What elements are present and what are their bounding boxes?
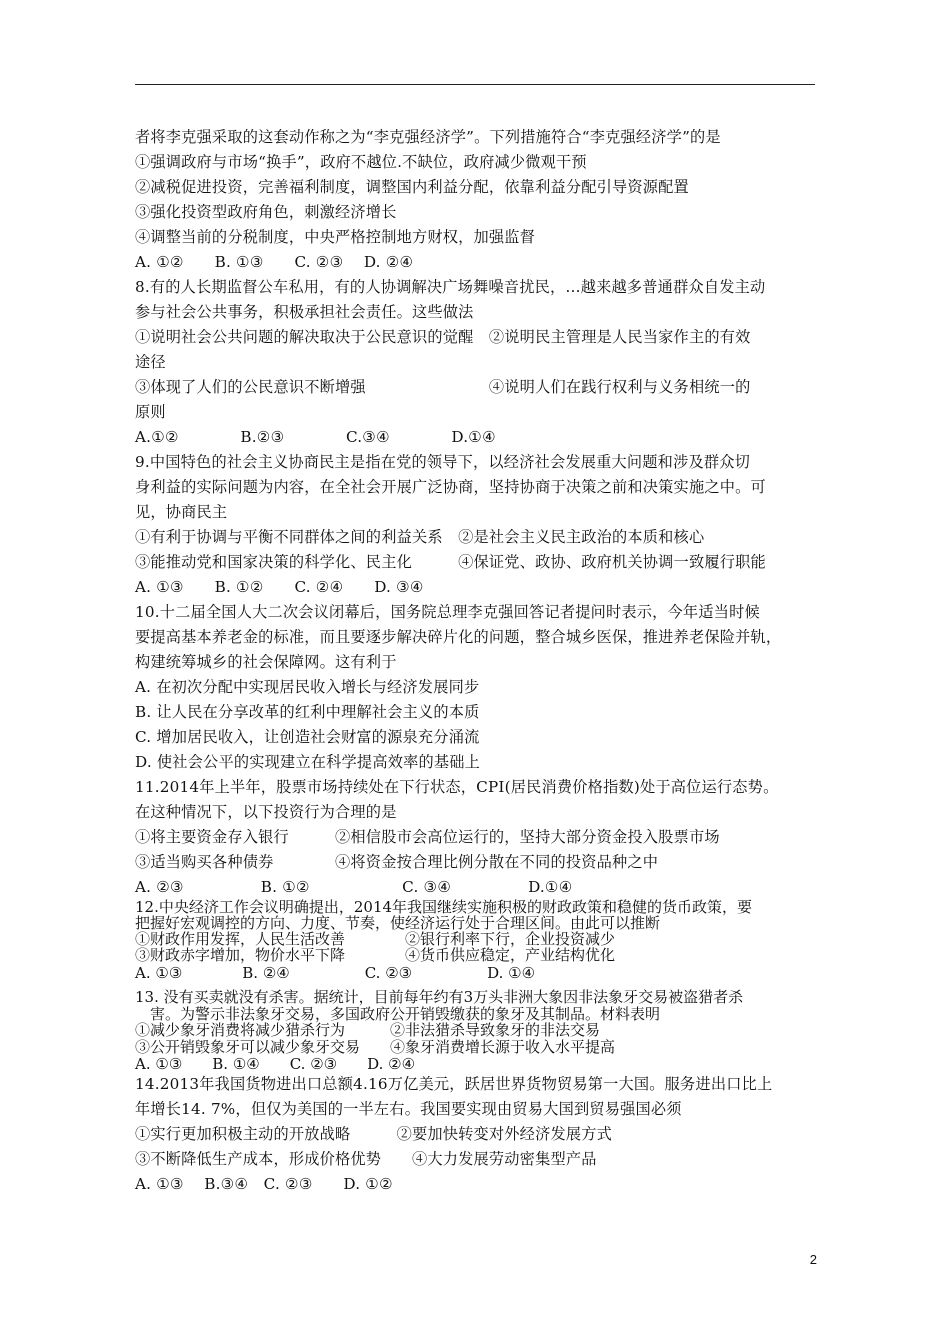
text-line: ④调整当前的分税制度，中央严格控制地方财权，加强监督 bbox=[135, 228, 536, 246]
text-line: 者将李克强采取的这套动作称之为“李克强经济学”。下列措施符合“李克强经济学”的是 bbox=[135, 128, 721, 146]
text-line: 8.有的人长期监督公车私用，有的人协调解决广场舞噪音扰民，…越来越多普通群众自发主动 bbox=[135, 278, 766, 296]
text-line: 见，协商民主 bbox=[135, 503, 228, 521]
text-line: A.①② B.②③ C.③④ D.①④ bbox=[135, 428, 496, 446]
text-line: 身利益的实际问题为内容，在全社会开展广泛协商，坚持协商于决策之前和决策实施之中。可 bbox=[135, 478, 766, 496]
text-line: ①将主要资金存入银行 ②相信股市会高位运行的，坚持大部分资金投入股票市场 bbox=[135, 828, 720, 846]
page-number: 2 bbox=[809, 1252, 817, 1267]
text-line: 10.十二届全国人大二次会议闭幕后，国务院总理李克强回答记者提问时表示，今年适当时候 bbox=[135, 603, 760, 621]
text-line: A. ②③ B. ①② C. ③④ D.①④ bbox=[135, 878, 573, 896]
text-line: ①说明社会公共问题的解决取决于公民意识的觉醒 ②说明民主管理是人民当家作主的有效 bbox=[135, 328, 751, 346]
text-line: 在这种情况下，以下投资行为合理的是 bbox=[135, 803, 397, 821]
text-line: ①有利于协调与平衡不同群体之间的利益关系 ②是社会主义民主政治的本质和核心 bbox=[135, 528, 705, 546]
text-line: ③财政赤字增加，物价水平下降 ④货币供应稳定，产业结构优化 bbox=[135, 946, 616, 964]
text-line: ①财政作用发挥，人民生活改善 ②银行利率下行，企业投资减少 bbox=[135, 930, 616, 948]
text-line: 要提高基本养老金的标准，而且要逐步解决碎片化的问题，整合城乡医保，推进养老保险并轨， bbox=[135, 628, 782, 646]
text-line: 11.2014年上半年，股票市场持续处在下行状态，CPI(居民消费价格指数)处于高位运行态势。 bbox=[135, 778, 779, 796]
text-line: ①减少象牙消费将减少猎杀行为 ②非法猎杀导致象牙的非法交易 bbox=[135, 1021, 601, 1039]
text-line: C. 增加居民收入，让创造社会财富的源泉充分涌流 bbox=[135, 728, 480, 746]
header-rule bbox=[135, 84, 815, 85]
text-line: B. 让人民在分享改革的红利中理解社会主义的本质 bbox=[135, 703, 480, 721]
text-line: 12.中央经济工作会议明确提出，2014年我国继续实施积极的财政政策和稳健的货币政策，要 bbox=[135, 898, 753, 916]
text-line: A. ①③ B. ①② C. ②④ D. ③④ bbox=[135, 578, 424, 596]
text-line: ③体现了人们的公民意识不断增强 ④说明人们在践行权利与义务相统一的 bbox=[135, 378, 751, 396]
text-line: ①强调政府与市场“换手”，政府不越位.不缺位，政府减少微观干预 bbox=[135, 153, 587, 171]
text-line: ①实行更加积极主动的开放战略 ②要加快转变对外经济发展方式 bbox=[135, 1125, 613, 1143]
text-line: 年增长14. 7%，但仅为美国的一半左右。我国要实现由贸易大国到贸易强国必须 bbox=[135, 1100, 682, 1118]
text-line: A. ①③ B. ②④ C. ②③ D. ①④ bbox=[135, 964, 536, 982]
text-line: 构建统筹城乡的社会保障网。这有利于 bbox=[135, 653, 397, 671]
text-line: ③不断降低生产成本，形成价格优势 ④大力发展劳动密集型产品 bbox=[135, 1150, 597, 1168]
text-line: 把握好宏观调控的方向、力度、节奏，使经济运行处于合理区间。由此可以推断 bbox=[135, 914, 661, 932]
text-line: D. 使社会公平的实现建立在科学提高效率的基础上 bbox=[135, 753, 481, 771]
text-line: 9.中国特色的社会主义协商民主是指在党的领导下，以经济社会发展重大问题和涉及群众切 bbox=[135, 453, 751, 471]
text-line: ③公开销毁象牙可以减少象牙交易 ④象牙消费增长源于收入水平提高 bbox=[135, 1038, 616, 1056]
text-line: 14.2013年我国货物进出口总额4.16万亿美元，跃居世界货物贸易第一大国。服务进出口比上 bbox=[135, 1075, 773, 1093]
text-line: 原则 bbox=[135, 403, 166, 421]
text-line: 害。为警示非法象牙交易，多国政府公开销毁缴获的象牙及其制品。材料表明 bbox=[135, 1005, 661, 1023]
text-line: 13. 没有买卖就没有杀害。据统计，目前每年约有3万头非洲大象因非法象牙交易被盗猎者杀 bbox=[135, 988, 744, 1006]
text-line: A. ①③ B.③④ C. ②③ D. ①② bbox=[135, 1175, 393, 1193]
text-line: ③能推动党和国家决策的科学化、民主化 ④保证党、政协、政府机关协调一致履行职能 bbox=[135, 553, 766, 571]
text-line: A. ①② B. ①③ C. ②③ D. ②④ bbox=[135, 253, 414, 271]
text-line: A. 在初次分配中实现居民收入增长与经济发展同步 bbox=[135, 678, 480, 696]
text-line: ③适当购买各种债券 ④将资金按合理比例分散在不同的投资品种之中 bbox=[135, 853, 659, 871]
text-line: A. ①③ B. ①④ C. ②③ D. ②④ bbox=[135, 1055, 416, 1073]
text-line: 参与社会公共事务，积极承担社会责任。这些做法 bbox=[135, 303, 474, 321]
text-line: 途径 bbox=[135, 353, 166, 371]
text-line: ③强化投资型政府角色，刺激经济增长 bbox=[135, 203, 397, 221]
text-line: ②减税促进投资，完善福利制度，调整国内利益分配，依靠利益分配引导资源配置 bbox=[135, 178, 689, 196]
